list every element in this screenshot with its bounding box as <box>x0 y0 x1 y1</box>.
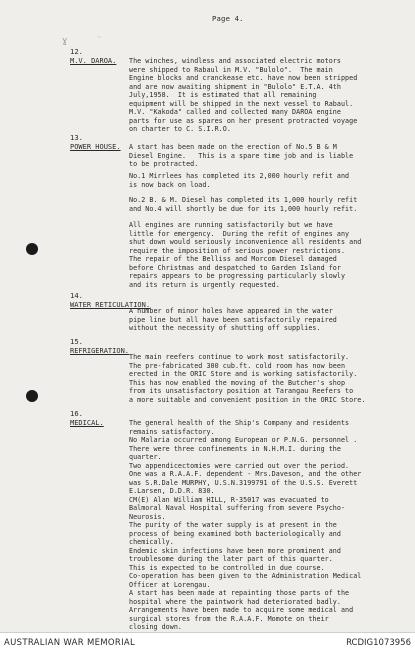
section-paragraph: A start has been made on the erection of No.5 B & M Diesel Engine. This is a spare time job and is liable to be protracted. <box>129 143 354 168</box>
section-heading: POWER HOUSE. <box>70 143 121 151</box>
section-paragraph: No.1 Mirrlees has completed its 2,000 hourly refit and is now back on load. <box>129 172 350 189</box>
section-number: 13. <box>70 133 83 142</box>
section-paragraph: The main reefers continue to work most satisfactorily. The pre-fabricated 300 cub.ft. cold room has now been erected in the ORIC Store and is working satisfactorily. This has now enabled the moving of the Butcher's shop from its unsatisfactory position at Tarangau Reefers to a more suitable and convenient position in the ORIC Store. <box>129 353 366 404</box>
section-heading: M.V. DAROA. <box>70 57 117 65</box>
section-paragraph: All engines are running satisfactorily but we have little for emergency. During the refit of engines any shut down would seriously inconvenience all residents and require the imposition of serious power restrictions. The repair of the Belliss and Morcom Diesel damaged before Christmas and despatched to Garden Island for repairs appears to be progressing particularly slowly and its return is urgently requested. <box>129 221 362 289</box>
footer-institution: AUSTRALIAN WAR MEMORIAL <box>4 638 136 648</box>
section-medical <box>70 409 410 631</box>
archive-footer <box>0 632 415 654</box>
section-water-reticulation <box>70 291 410 332</box>
pencil-mark: ᵕ <box>98 34 101 42</box>
section-paragraph: No.2 B. & M. Diesel has completed its 1,000 hourly refit and No.4 will shortly be due for its 1,000 hourly refit. <box>129 196 358 213</box>
section-number: 15. <box>70 337 83 346</box>
section-paragraph: The general health of the Ship's Company and residents remains satisfactory. No Malaria occurred among European or P.N.G. personnel . There were three confinements in N.H.M.I. during the quarter. Two appendicectomies were carried out over the period. One was a R.A.A.F. dependent - Mrs.Daveson, and the other was S.R.Dale MURPHY, U.S.N.3199791 of the U.S.S. Everett E.Larsen, D.D.R. 830. CM(E) Alan William HILL, R-35017 was evacuated to Balmoral Naval Hospital suffering from severe Psycho- Neurosis. The purity of the water supply is at present in the process of being examined both bacteriologically and chemically. Endemic skin infections have been more prominent and troublesome during the later part of this quarter. This is expected to be controlled in due course. Co-operation has been given to the Administration Medical Officer at Lorengau. A start has been made at repainting those parts of the hospital where the paintwork had deteriorated badly. Arrangements have been made to acquire some medical and surgical stores from the R.A.A.F. Momote on their closing down. <box>129 419 362 631</box>
section-number: 16. <box>70 409 83 418</box>
punch-hole <box>26 243 38 255</box>
page-number: Page 4. <box>212 14 244 23</box>
section-heading: REFRIGERATION. <box>70 347 130 355</box>
section-paragraph: A number of minor holes have appeared in the water pipe line but all have been satisfactorily repaired without the necessity of shutting off supplies. <box>129 307 337 332</box>
section-daroa <box>70 47 410 133</box>
section-refrigeration <box>70 337 410 404</box>
section-number: 12. <box>70 47 83 56</box>
section-power-house <box>70 133 410 289</box>
section-heading: WATER RETICULATION. <box>70 301 151 309</box>
section-paragraph: The winches, windless and associated electric motors were shipped to Rabaul in M.V. "Bulolo". The main Engine blocks and cranckease etc. have now been stripped and are now awaiting shipment in "Bulolo" E.T.A. 4th July,1958. It is estimated that all remaining equipment will be shipped in the next vessel to Rabaul. M.V. "Kakoda" called and collected many DAROA engine parts for use as spares on her present protracted voyage on charter to C. S.I.R.O. <box>129 57 358 133</box>
pencil-mark: ɣ <box>62 36 68 46</box>
punch-hole <box>26 390 38 402</box>
footer-record-id: RCDIG1073956 <box>346 638 411 648</box>
section-heading: MEDICAL. <box>70 419 104 427</box>
section-number: 14. <box>70 291 83 300</box>
